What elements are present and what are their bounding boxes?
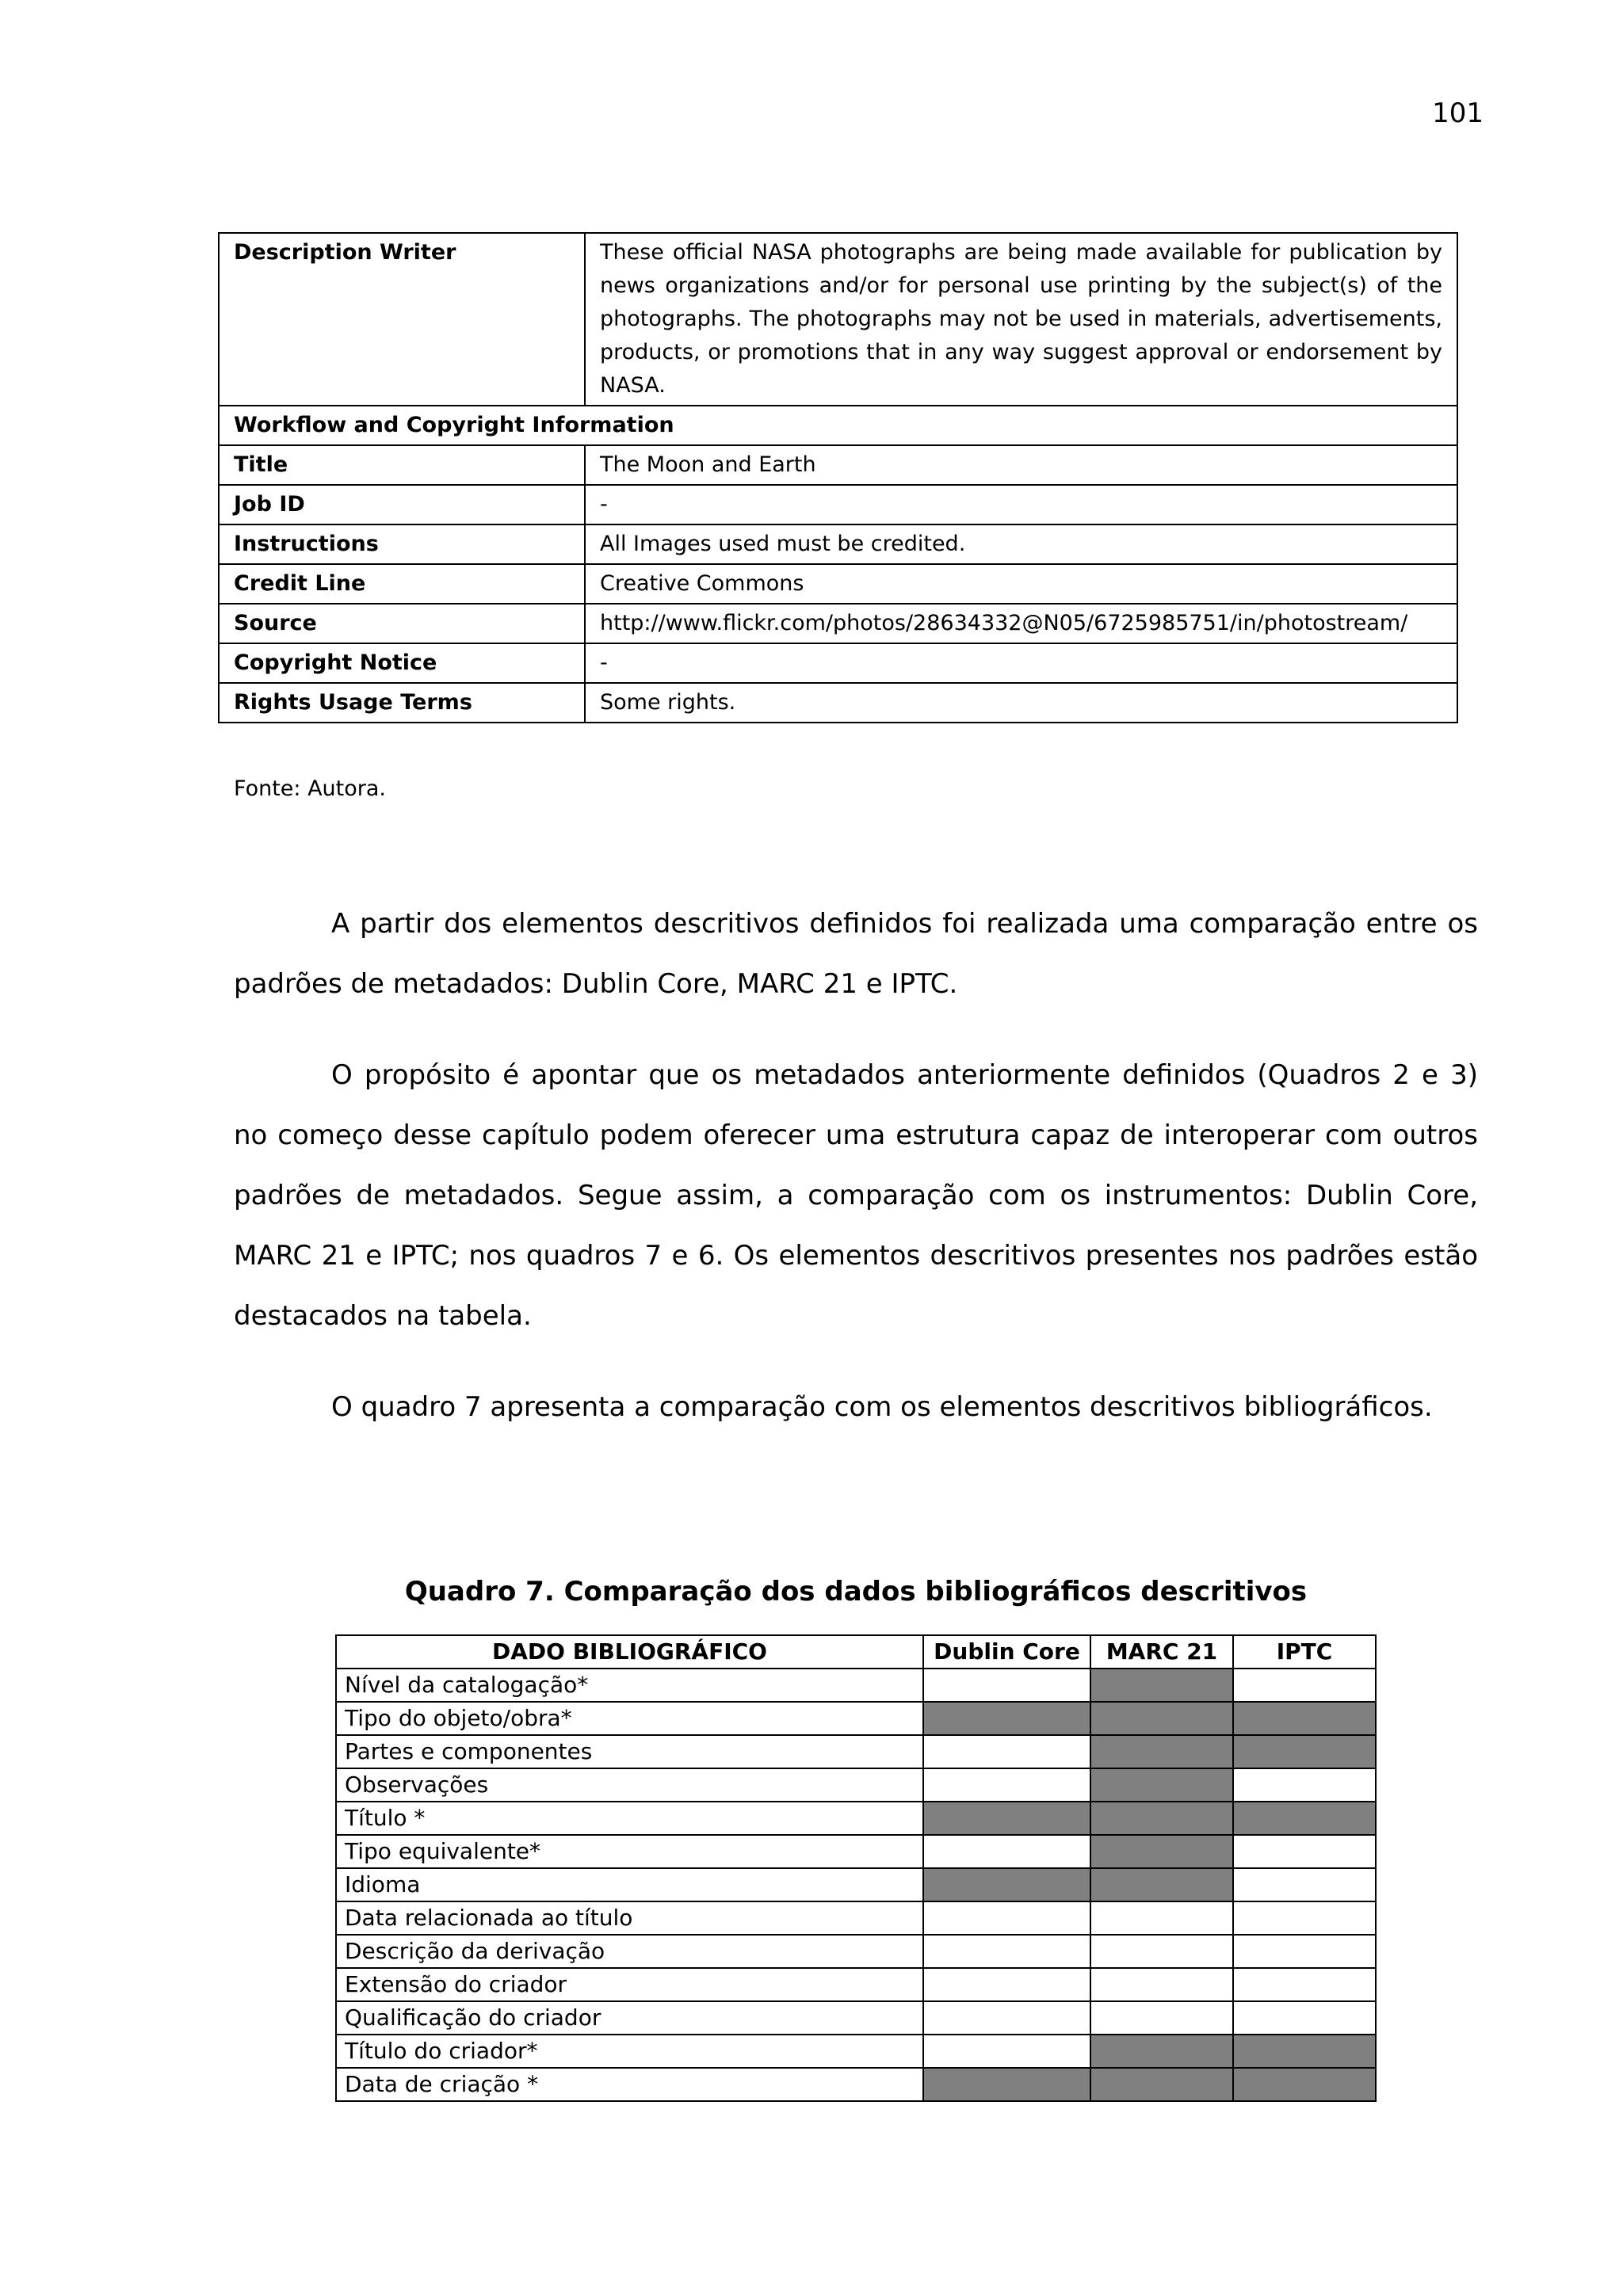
cell-iptc bbox=[1233, 1669, 1376, 1702]
metadata-key: Title bbox=[219, 445, 585, 485]
cell-dublin-core bbox=[923, 1735, 1090, 1768]
cell-marc-21 bbox=[1090, 1669, 1233, 1702]
cell-iptc bbox=[1233, 1768, 1376, 1802]
paragraph-purpose: O propósito é apontar que os metadados anteriormente definidos (Quadros 2 e 3) no começo desse capítulo podem oferecer uma estrutura capaz de interoperar com outros padrões de metadados. Segue assim, a comparação com os instrumentos: Dublin Core, MARC 21 e IPTC; nos quadros 7 e 6. Os elementos descritivos presentes nos padrões estão destacados na tabela. bbox=[234, 1059, 1478, 1332]
metadata-key: Job ID bbox=[219, 485, 585, 524]
table-row bbox=[336, 1901, 1376, 1935]
cell-dublin-core bbox=[923, 1901, 1090, 1935]
metadata-value: Some rights. bbox=[585, 683, 1457, 723]
metadata-value: All Images used must be credited. bbox=[585, 524, 1457, 564]
cell-dublin-core bbox=[923, 2068, 1090, 2101]
cell-dublin-core bbox=[923, 1669, 1090, 1702]
metadata-key: Copyright Notice bbox=[219, 643, 585, 683]
metadata-key: Source bbox=[219, 604, 585, 643]
header-iptc: IPTC bbox=[1233, 1635, 1376, 1669]
cell-iptc bbox=[1233, 2035, 1376, 2068]
metadata-row bbox=[219, 233, 1457, 406]
cell-marc-21 bbox=[1090, 1901, 1233, 1935]
cell-dublin-core bbox=[923, 1835, 1090, 1868]
metadata-value: The Moon and Earth bbox=[585, 445, 1457, 485]
cell-marc-21 bbox=[1090, 2035, 1233, 2068]
table-row bbox=[336, 2035, 1376, 2068]
cell-iptc bbox=[1233, 2068, 1376, 2101]
metadata-row bbox=[219, 564, 1457, 604]
metadata-row bbox=[219, 445, 1457, 485]
metadata-row bbox=[219, 524, 1457, 564]
row-label: Tipo do objeto/obra* bbox=[336, 1702, 923, 1735]
cell-dublin-core bbox=[923, 1968, 1090, 2001]
quadro-7-title: Quadro 7. Comparação dos dados bibliográficos descritivos bbox=[404, 1576, 1308, 1608]
table-row bbox=[336, 2068, 1376, 2101]
row-label: Partes e componentes bbox=[336, 1735, 923, 1768]
row-label: Nível da catalogação* bbox=[336, 1669, 923, 1702]
cell-dublin-core bbox=[923, 2001, 1090, 2035]
metadata-value: - bbox=[585, 485, 1457, 524]
table-row bbox=[336, 1768, 1376, 1802]
table-row bbox=[336, 2001, 1376, 2035]
cell-iptc bbox=[1233, 1901, 1376, 1935]
row-label: Idioma bbox=[336, 1868, 923, 1901]
row-label: Título * bbox=[336, 1802, 923, 1835]
cell-iptc bbox=[1233, 1735, 1376, 1768]
row-label: Extensão do criador bbox=[336, 1968, 923, 2001]
header-dado-bibliografico: DADO BIBLIOGRÁFICO bbox=[336, 1635, 923, 1669]
cell-iptc bbox=[1233, 1968, 1376, 2001]
cell-marc-21 bbox=[1090, 2068, 1233, 2101]
metadata-value: Creative Commons bbox=[585, 564, 1457, 604]
table-row bbox=[336, 1669, 1376, 1702]
header-dublin-core: Dublin Core bbox=[923, 1635, 1090, 1669]
cell-marc-21 bbox=[1090, 1868, 1233, 1901]
metadata-value: http://www.flickr.com/photos/28634332@N05/6725985751/in/photostream/ bbox=[585, 604, 1457, 643]
metadata-value: These official NASA photographs are being made available for publication by news organizations and/or for personal use printing by the subject(s) of the photographs. The photographs may not be used in materials, advertisements, products, or promotions that in any way suggest approval or endorsement by NASA. bbox=[585, 233, 1457, 406]
metadata-key: Rights Usage Terms bbox=[219, 683, 585, 723]
cell-iptc bbox=[1233, 1935, 1376, 1968]
metadata-table-body bbox=[219, 233, 1457, 723]
table-row bbox=[336, 1702, 1376, 1735]
metadata-row bbox=[219, 683, 1457, 723]
quadro-7-header-row bbox=[336, 1635, 1376, 1669]
metadata-key: Description Writer bbox=[219, 233, 585, 406]
metadata-key: Credit Line bbox=[219, 564, 585, 604]
quadro-7-table-body bbox=[336, 1669, 1376, 2101]
row-label: Observações bbox=[336, 1768, 923, 1802]
row-label: Data de criação * bbox=[336, 2068, 923, 2101]
row-label: Descrição da derivação bbox=[336, 1935, 923, 1968]
table-row bbox=[336, 1802, 1376, 1835]
quadro-7-comparison-table bbox=[335, 1634, 1377, 2102]
cell-marc-21 bbox=[1090, 1735, 1233, 1768]
table-row bbox=[336, 1735, 1376, 1768]
cell-dublin-core bbox=[923, 1768, 1090, 1802]
cell-marc-21 bbox=[1090, 1802, 1233, 1835]
cell-marc-21 bbox=[1090, 1768, 1233, 1802]
table-row bbox=[336, 1968, 1376, 2001]
paragraph-comparison-intro: A partir dos elementos descritivos definidos foi realizada uma comparação entre os padrões de metadados: Dublin Core, MARC 21 e IPTC. bbox=[234, 908, 1478, 1000]
metadata-key: Instructions bbox=[219, 524, 585, 564]
cell-marc-21 bbox=[1090, 1968, 1233, 2001]
cell-iptc bbox=[1233, 1868, 1376, 1901]
cell-dublin-core bbox=[923, 1702, 1090, 1735]
cell-marc-21 bbox=[1090, 2001, 1233, 2035]
row-label: Título do criador* bbox=[336, 2035, 923, 2068]
metadata-section-heading: Workflow and Copyright Information bbox=[219, 406, 1457, 445]
metadata-row bbox=[219, 485, 1457, 524]
metadata-row bbox=[219, 406, 1457, 445]
metadata-table bbox=[218, 232, 1458, 723]
metadata-row bbox=[219, 643, 1457, 683]
cell-marc-21 bbox=[1090, 1935, 1233, 1968]
header-marc-21: MARC 21 bbox=[1090, 1635, 1233, 1669]
cell-dublin-core bbox=[923, 1935, 1090, 1968]
cell-iptc bbox=[1233, 1702, 1376, 1735]
row-label: Tipo equivalente* bbox=[336, 1835, 923, 1868]
metadata-value: - bbox=[585, 643, 1457, 683]
table-row bbox=[336, 1935, 1376, 1968]
cell-dublin-core bbox=[923, 1802, 1090, 1835]
cell-marc-21 bbox=[1090, 1835, 1233, 1868]
row-label: Data relacionada ao título bbox=[336, 1901, 923, 1935]
cell-iptc bbox=[1233, 2001, 1376, 2035]
table-row bbox=[336, 1868, 1376, 1901]
cell-marc-21 bbox=[1090, 1702, 1233, 1735]
cell-iptc bbox=[1233, 1835, 1376, 1868]
paragraph-quadro-7-intro: O quadro 7 apresenta a comparação com os elementos descritivos bibliográficos. bbox=[331, 1391, 1433, 1423]
cell-dublin-core bbox=[923, 1868, 1090, 1901]
row-label: Qualificação do criador bbox=[336, 2001, 923, 2035]
cell-iptc bbox=[1233, 1802, 1376, 1835]
page-number: 101 bbox=[1432, 97, 1484, 129]
metadata-row bbox=[219, 604, 1457, 643]
table-source-note: Fonte: Autora. bbox=[234, 776, 386, 801]
table-row bbox=[336, 1835, 1376, 1868]
cell-dublin-core bbox=[923, 2035, 1090, 2068]
